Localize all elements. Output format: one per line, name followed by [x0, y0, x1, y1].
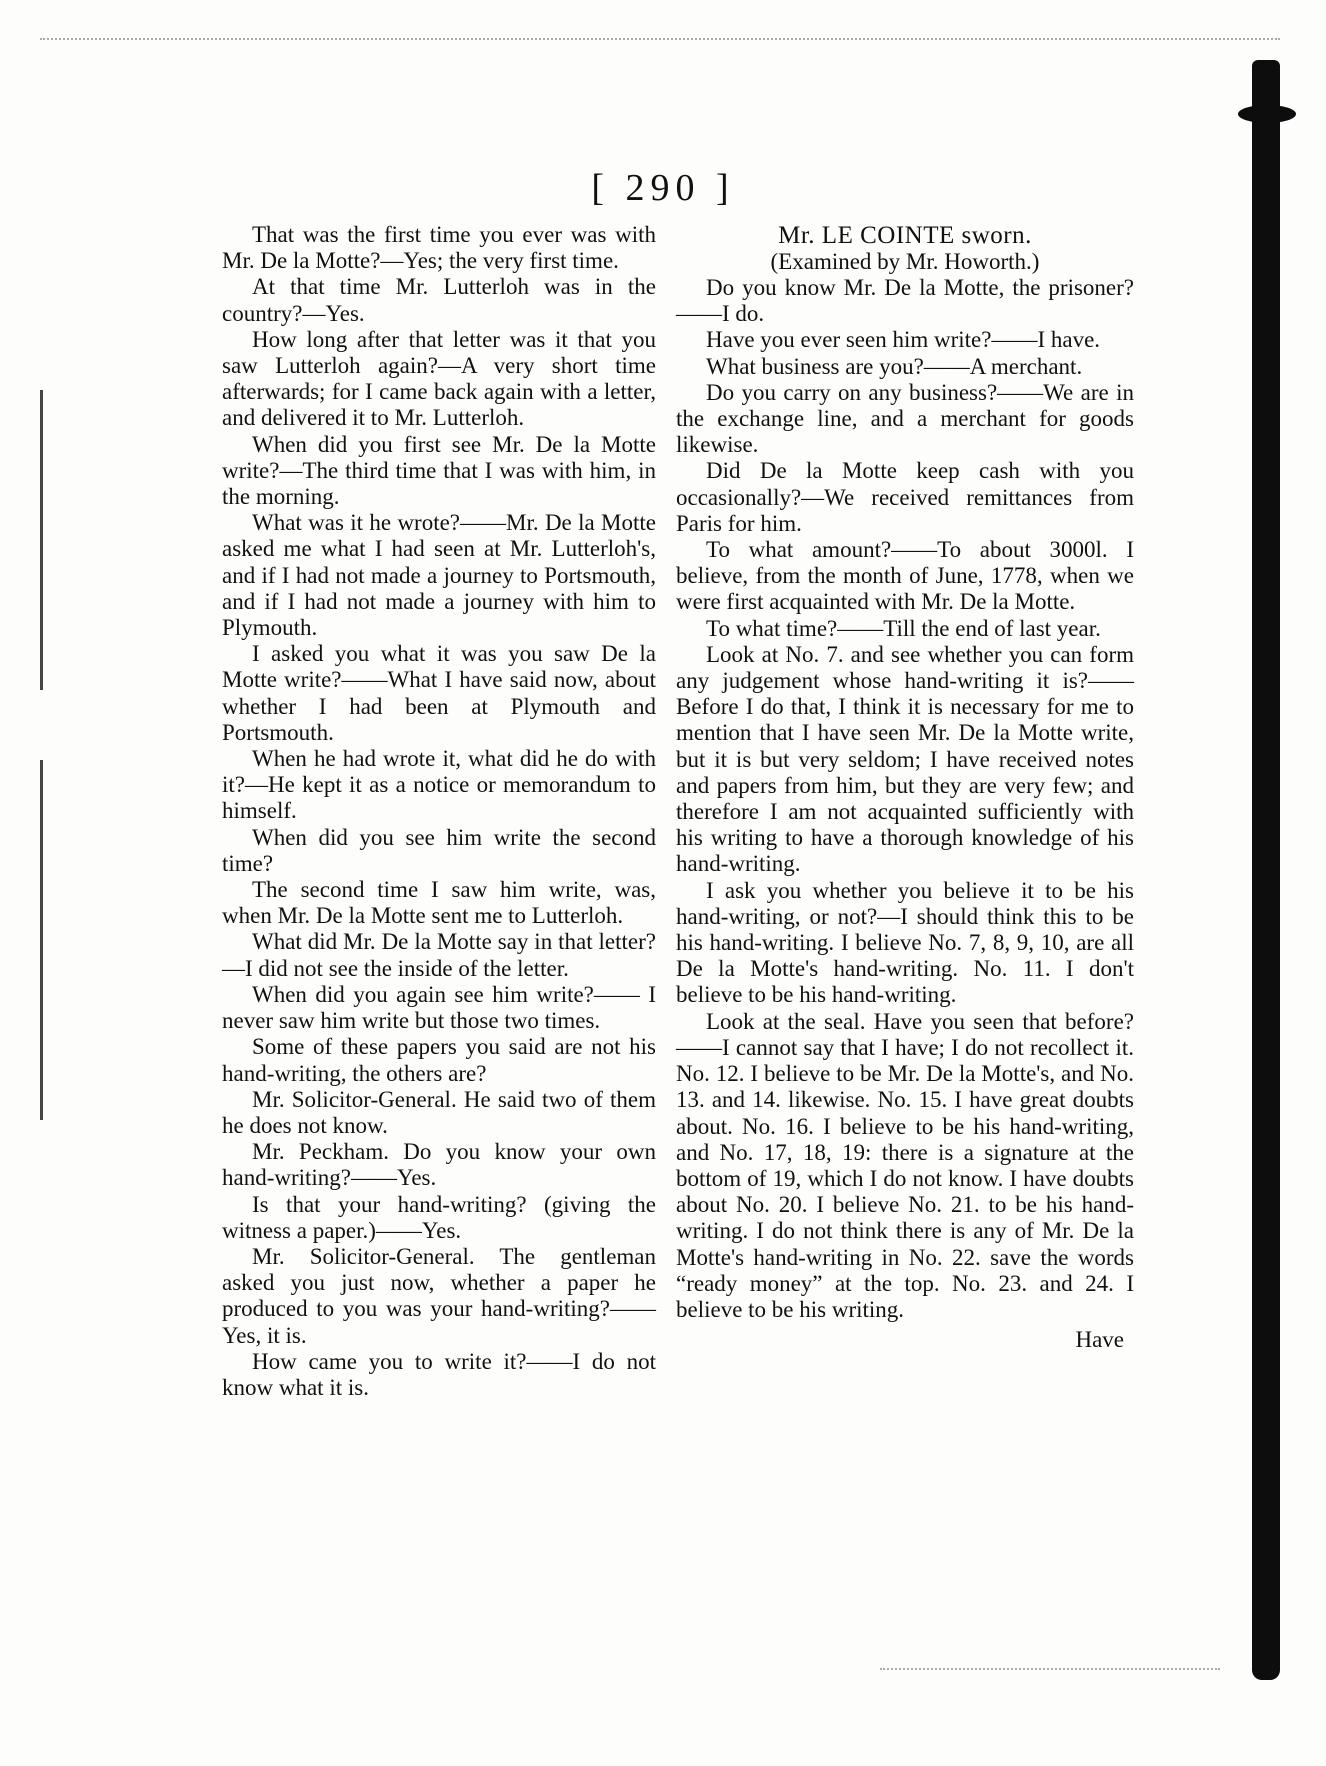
paragraph: I asked you what it was you saw De la Motte write?——What I have said now, about whether I had been at Plymouth and Portsmouth. [222, 641, 656, 745]
paragraph: When did you first see Mr. De la Motte write?—The third time that I was with him, in the morning. [222, 431, 656, 510]
paragraph: When did you again see him write?—— I never saw him write but those two times. [222, 981, 656, 1034]
paragraph: What business are you?——A merchant. [706, 353, 1083, 379]
paragraph: Is that your hand-writing? (giving the witness a paper.)——Yes. [222, 1191, 656, 1243]
paragraph: What was it he wrote?——Mr. De la Motte asked me what I had seen at Mr. Lutterloh's, and if I had not made a journey to Portsmouth, and if I had not made a journey with him to Plymouth. [222, 510, 656, 641]
paragraph: I ask you whether you believe it to be his hand-writing, or not?—I should think this to be his hand-writing. I believe No. 7, 8, 9, 10, are all De la Motte's hand-writing. No. 11. I don't believe to be his hand-writing. [676, 877, 1134, 1008]
paragraph: Look at No. 7. and see whether you can form any judgement whose hand-writing it is?——Before I do that, I think it is necessary for me to mention that I have seen Mr. De la Motte write, but it is but very seldom; I have received notes and papers from him, but they are very few; and therefore I am not acquainted sufficiently with his writing to have a thorough knowledge of his hand-writing. [676, 641, 1134, 877]
binding-notch [1238, 105, 1296, 123]
scan-edge-mark [40, 760, 43, 1120]
paragraph: When did you see him write the second time? [222, 824, 656, 876]
page-number: [ 290 ] [591, 167, 735, 209]
scan-edge-mark [40, 390, 43, 690]
paragraph: When he had wrote it, what did he do with it?—He kept it as a notice or memorandum to himself. [222, 746, 656, 824]
paragraph: At that time Mr. Lutterloh was in the country?—Yes. [222, 274, 656, 326]
paragraph: To what time?——Till the end of last year. [706, 615, 1101, 641]
paragraph: The second time I saw him write, was, when Mr. De la Motte sent me to Lutterloh. [222, 877, 656, 929]
scan-noise-bottom [880, 1668, 1220, 1674]
paragraph: That was the first time you ever was with Mr. De la Motte?—Yes; the very first time. [222, 222, 656, 274]
paragraph: Some of these papers you said are not his hand-writing, the others are? [222, 1034, 656, 1086]
scan-noise-top [40, 38, 1280, 44]
paragraph: How came you to write it?——I do not know what it is. [222, 1348, 656, 1400]
paragraph: Do you carry on any business?——We are in the exchange line, and a merchant for goods likewise. [676, 379, 1134, 458]
paragraph: Mr. Solicitor-General. The gentleman asked you just now, whether a paper he produced to you was your hand-writing?—— Yes, it is. [222, 1243, 656, 1348]
paragraph: To what amount?——To about 3000l. I believe, from the month of June, 1778, when we were first acquainted with Mr. De la Motte. [676, 537, 1134, 615]
binding-strip [1252, 60, 1280, 1680]
examination-note: (Examined by Mr. Howorth.) [770, 249, 1040, 274]
paragraph: Do you know Mr. De la Motte, the prisoner?——I do. [676, 275, 1134, 327]
paragraph: Did De la Motte keep cash with you occasionally?—We received remittances from Paris for him. [676, 458, 1134, 536]
paragraph: Mr. Solicitor-General. He said two of them he does not know. [222, 1086, 656, 1138]
paragraph: What did Mr. De la Motte say in that letter?—I did not see the inside of the letter. [222, 929, 656, 981]
paragraph: Mr. Peckham. Do you know your own hand-writing?——Yes. [222, 1139, 656, 1191]
paragraph: Have you ever seen him write?——I have. [706, 327, 1101, 353]
left-column [222, 222, 656, 1401]
paragraph: Look at the seal. Have you seen that before?——I cannot say that I have; I do not recollect it. No. 12. I believe to be Mr. De la Motte's, and No. 13. and 14. likewise. No. 15. I have great doubts about. No. 16. I believe to be his hand-writing, and No. 17, 18, 19: there is a signature at the bottom of 19, which I do not know. I have doubts about No. 20. I believe No. 21. to be his hand-writing. I do not think there is any of Mr. De la Motte's hand-writing in No. 22. save the words “ready money” at the top. No. 23. and 24. I believe to be his writing. [676, 1008, 1134, 1322]
catchword: Have [1075, 1327, 1124, 1353]
right-column [676, 222, 1134, 1353]
paragraph: How long after that letter was it that you saw Lutterloh again?—A very short time afterwards; for I came back again with a letter, and delivered it to Mr. Lutterloh. [222, 326, 656, 431]
witness-heading: Mr. LE COINTE sworn. [778, 222, 1032, 249]
